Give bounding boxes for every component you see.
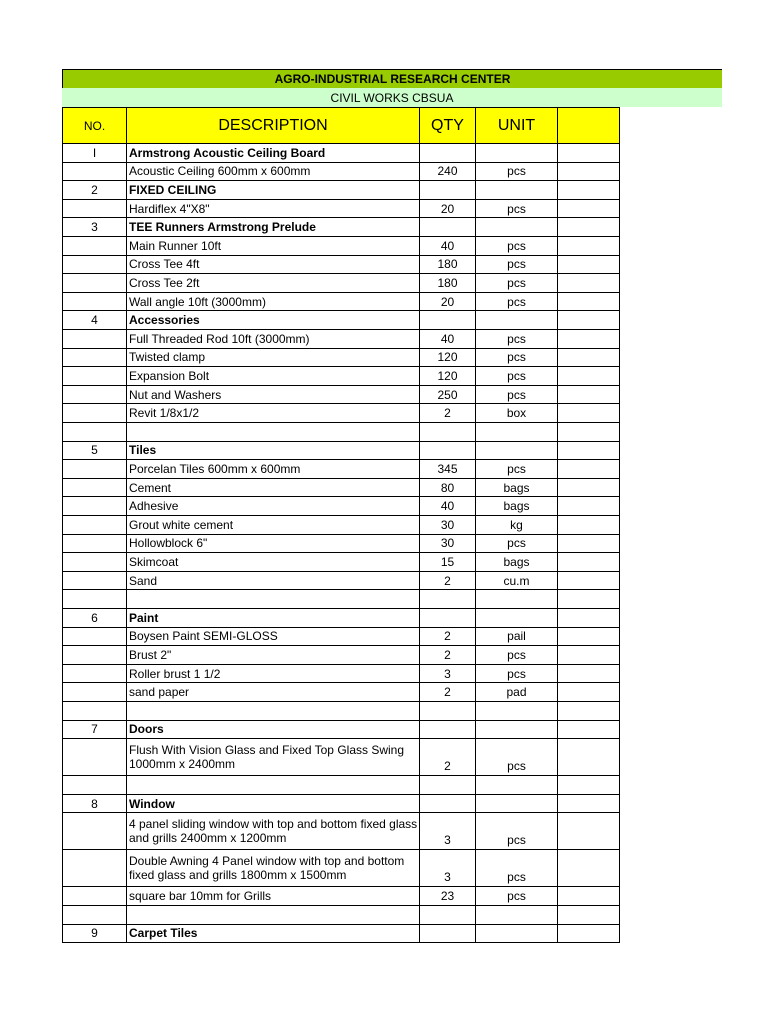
cell-unit[interactable]: bags bbox=[475, 497, 557, 516]
cell-extra[interactable] bbox=[557, 274, 620, 293]
cell-extra[interactable] bbox=[557, 256, 620, 275]
cell-qty[interactable] bbox=[419, 590, 475, 609]
cell-qty[interactable]: 3 bbox=[419, 850, 475, 887]
table-row bbox=[62, 330, 620, 349]
cell-no[interactable]: 3 bbox=[62, 218, 126, 237]
cell-extra[interactable] bbox=[557, 683, 620, 702]
cell-unit[interactable]: kg bbox=[475, 516, 557, 535]
cell-unit[interactable] bbox=[475, 423, 557, 442]
cell-description[interactable]: Roller brust 1 1/2 bbox=[126, 665, 419, 684]
cell-extra[interactable] bbox=[557, 925, 620, 944]
cell-description[interactable] bbox=[126, 423, 419, 442]
cell-no[interactable] bbox=[62, 572, 126, 591]
cell-no[interactable] bbox=[62, 479, 126, 498]
table-row bbox=[62, 497, 620, 516]
table-row bbox=[62, 795, 620, 814]
cell-extra[interactable] bbox=[557, 628, 620, 647]
cell-unit[interactable]: box bbox=[475, 404, 557, 423]
cell-description[interactable]: Boysen Paint SEMI-GLOSS bbox=[126, 628, 419, 647]
table-row bbox=[62, 721, 620, 740]
cell-no[interactable] bbox=[62, 739, 126, 776]
cell-no[interactable] bbox=[62, 887, 126, 906]
cell-description[interactable]: Double Awning 4 Panel window with top and bottom fixed glass and grills 1800mm x 1500mm bbox=[126, 850, 419, 887]
cell-description[interactable]: FIXED CEILING bbox=[126, 181, 419, 200]
cell-no[interactable] bbox=[62, 423, 126, 442]
cell-description[interactable]: Revit 1/8x1/2 bbox=[126, 404, 419, 423]
cell-qty[interactable]: 250 bbox=[419, 386, 475, 405]
cell-no[interactable] bbox=[62, 330, 126, 349]
table-row bbox=[62, 311, 620, 330]
cell-qty[interactable] bbox=[419, 776, 475, 795]
cell-unit[interactable] bbox=[475, 906, 557, 925]
cell-description[interactable]: Sand bbox=[126, 572, 419, 591]
cell-extra[interactable] bbox=[557, 497, 620, 516]
cell-description[interactable]: square bar 10mm for Grills bbox=[126, 887, 419, 906]
cell-no[interactable]: 9 bbox=[62, 925, 126, 944]
cell-no[interactable] bbox=[62, 813, 126, 850]
cell-qty[interactable]: 240 bbox=[419, 163, 475, 182]
table-row bbox=[62, 200, 620, 219]
cell-extra[interactable] bbox=[557, 906, 620, 925]
cell-no[interactable] bbox=[62, 256, 126, 275]
cell-no[interactable]: 6 bbox=[62, 609, 126, 628]
cell-extra[interactable] bbox=[557, 590, 620, 609]
header-description[interactable]: DESCRIPTION bbox=[126, 107, 419, 144]
table-row bbox=[62, 386, 620, 405]
cell-description[interactable] bbox=[126, 590, 419, 609]
cell-description[interactable]: Paint bbox=[126, 609, 419, 628]
cell-qty[interactable]: 180 bbox=[419, 274, 475, 293]
cell-no[interactable]: 8 bbox=[62, 795, 126, 814]
cell-qty[interactable]: 30 bbox=[419, 535, 475, 554]
cell-extra[interactable] bbox=[557, 795, 620, 814]
cell-description[interactable]: Flush With Vision Glass and Fixed Top Glass Swing 1000mm x 2400mm bbox=[126, 739, 419, 776]
cell-no[interactable] bbox=[62, 386, 126, 405]
cell-unit[interactable]: pcs bbox=[475, 535, 557, 554]
cell-qty[interactable] bbox=[419, 442, 475, 461]
cell-qty[interactable]: 30 bbox=[419, 516, 475, 535]
cell-unit[interactable]: pcs bbox=[475, 349, 557, 368]
cell-no[interactable] bbox=[62, 349, 126, 368]
cell-unit[interactable]: pcs bbox=[475, 367, 557, 386]
cell-unit[interactable] bbox=[475, 590, 557, 609]
cell-qty[interactable] bbox=[419, 795, 475, 814]
cell-description[interactable]: Hardiflex 4"X8" bbox=[126, 200, 419, 219]
cell-description[interactable]: Window bbox=[126, 795, 419, 814]
table-row bbox=[62, 925, 620, 944]
cell-qty[interactable]: 80 bbox=[419, 479, 475, 498]
cell-extra[interactable] bbox=[557, 553, 620, 572]
header-qty[interactable]: QTY bbox=[419, 107, 475, 144]
cell-qty[interactable]: 3 bbox=[419, 665, 475, 684]
table-row bbox=[62, 144, 620, 163]
table-row bbox=[62, 274, 620, 293]
cell-no[interactable] bbox=[62, 590, 126, 609]
cell-description[interactable]: sand paper bbox=[126, 683, 419, 702]
cell-unit[interactable]: bags bbox=[475, 479, 557, 498]
cell-description[interactable]: Tiles bbox=[126, 442, 419, 461]
cell-no[interactable] bbox=[62, 906, 126, 925]
cell-qty[interactable]: 2 bbox=[419, 572, 475, 591]
table-row bbox=[62, 404, 620, 423]
cell-unit[interactable] bbox=[475, 218, 557, 237]
cell-qty[interactable]: 2 bbox=[419, 646, 475, 665]
cell-unit[interactable]: pcs bbox=[475, 460, 557, 479]
cell-unit[interactable]: pcs bbox=[475, 330, 557, 349]
cell-no[interactable] bbox=[62, 497, 126, 516]
table-row bbox=[62, 460, 620, 479]
cell-qty[interactable]: 40 bbox=[419, 497, 475, 516]
table-row bbox=[62, 572, 620, 591]
cell-unit[interactable] bbox=[475, 702, 557, 721]
cell-description[interactable]: Brust 2" bbox=[126, 646, 419, 665]
cell-no[interactable] bbox=[62, 237, 126, 256]
subtitle-text: CIVIL WORKS CBSUA bbox=[330, 90, 454, 105]
cell-description[interactable]: Hollowblock 6" bbox=[126, 535, 419, 554]
cell-extra[interactable] bbox=[557, 609, 620, 628]
cell-extra[interactable] bbox=[557, 386, 620, 405]
table-row bbox=[62, 665, 620, 684]
cell-unit[interactable]: pcs bbox=[475, 237, 557, 256]
cell-unit[interactable]: pail bbox=[475, 628, 557, 647]
cell-unit[interactable]: pcs bbox=[475, 887, 557, 906]
table-row bbox=[62, 163, 620, 182]
cell-description[interactable]: Accessories bbox=[126, 311, 419, 330]
table-row bbox=[62, 516, 620, 535]
cell-extra[interactable] bbox=[557, 721, 620, 740]
cell-extra[interactable] bbox=[557, 330, 620, 349]
cell-extra[interactable] bbox=[557, 181, 620, 200]
cell-extra[interactable] bbox=[557, 887, 620, 906]
cell-unit[interactable]: bags bbox=[475, 553, 557, 572]
table-row bbox=[62, 367, 620, 386]
table-row bbox=[62, 628, 620, 647]
cell-no[interactable] bbox=[62, 850, 126, 887]
cell-no[interactable]: 7 bbox=[62, 721, 126, 740]
cell-unit[interactable]: pcs bbox=[475, 293, 557, 312]
cell-unit[interactable] bbox=[475, 181, 557, 200]
cell-extra[interactable] bbox=[557, 776, 620, 795]
cell-no[interactable]: 2 bbox=[62, 181, 126, 200]
cell-description[interactable]: Wall angle 10ft (3000mm) bbox=[126, 293, 419, 312]
cell-qty[interactable] bbox=[419, 702, 475, 721]
table-row bbox=[62, 887, 620, 906]
table-row bbox=[62, 535, 620, 554]
cell-no[interactable]: 4 bbox=[62, 311, 126, 330]
cell-no[interactable] bbox=[62, 702, 126, 721]
cell-unit[interactable] bbox=[475, 795, 557, 814]
table-row bbox=[62, 349, 620, 368]
cell-qty[interactable] bbox=[419, 144, 475, 163]
title-banner bbox=[62, 69, 722, 88]
table-row bbox=[62, 739, 620, 776]
cell-description[interactable]: TEE Runners Armstrong Prelude bbox=[126, 218, 419, 237]
cell-qty[interactable] bbox=[419, 925, 475, 944]
cell-description[interactable]: Adhesive bbox=[126, 497, 419, 516]
cell-no[interactable] bbox=[62, 776, 126, 795]
cell-extra[interactable] bbox=[557, 516, 620, 535]
header-no[interactable]: NO. bbox=[62, 107, 126, 144]
cell-no[interactable] bbox=[62, 200, 126, 219]
cell-qty[interactable]: 40 bbox=[419, 237, 475, 256]
header-row bbox=[62, 107, 620, 144]
cell-no[interactable] bbox=[62, 553, 126, 572]
cell-unit[interactable] bbox=[475, 442, 557, 461]
cell-qty[interactable]: 180 bbox=[419, 256, 475, 275]
cell-unit[interactable]: pcs bbox=[475, 739, 557, 776]
cell-no[interactable] bbox=[62, 516, 126, 535]
table-row bbox=[62, 683, 620, 702]
table-row bbox=[62, 256, 620, 275]
cell-unit[interactable]: pcs bbox=[475, 274, 557, 293]
cell-unit[interactable]: pcs bbox=[475, 850, 557, 887]
cell-description[interactable]: Expansion Bolt bbox=[126, 367, 419, 386]
cell-extra[interactable] bbox=[557, 646, 620, 665]
table-row bbox=[62, 181, 620, 200]
cell-extra[interactable] bbox=[557, 367, 620, 386]
cell-description[interactable]: Nut and Washers bbox=[126, 386, 419, 405]
table-row bbox=[62, 237, 620, 256]
cell-qty[interactable]: 345 bbox=[419, 460, 475, 479]
cell-extra[interactable] bbox=[557, 739, 620, 776]
cell-no[interactable] bbox=[62, 646, 126, 665]
cell-unit[interactable]: pcs bbox=[475, 163, 557, 182]
table-row bbox=[62, 590, 620, 609]
cell-extra[interactable] bbox=[557, 218, 620, 237]
cell-extra[interactable] bbox=[557, 200, 620, 219]
cell-description[interactable]: Grout white cement bbox=[126, 516, 419, 535]
cell-extra[interactable] bbox=[557, 442, 620, 461]
cell-description[interactable]: Skimcoat bbox=[126, 553, 419, 572]
table-row bbox=[62, 813, 620, 850]
table-row bbox=[62, 609, 620, 628]
cell-extra[interactable] bbox=[557, 404, 620, 423]
cell-qty[interactable]: 2 bbox=[419, 739, 475, 776]
cell-extra[interactable] bbox=[557, 850, 620, 887]
cell-description[interactable] bbox=[126, 906, 419, 925]
title-text: AGRO-INDUSTRIAL RESEARCH CENTER bbox=[274, 72, 511, 86]
cell-qty[interactable] bbox=[419, 311, 475, 330]
cell-qty[interactable] bbox=[419, 609, 475, 628]
cell-qty[interactable]: 120 bbox=[419, 349, 475, 368]
cell-description[interactable]: Porcelan Tiles 600mm x 600mm bbox=[126, 460, 419, 479]
table-row bbox=[62, 776, 620, 795]
cell-extra[interactable] bbox=[557, 813, 620, 850]
cell-description[interactable]: Cross Tee 4ft bbox=[126, 256, 419, 275]
subtitle-banner bbox=[62, 88, 722, 107]
cell-description[interactable]: Cross Tee 2ft bbox=[126, 274, 419, 293]
cell-extra[interactable] bbox=[557, 572, 620, 591]
table-row bbox=[62, 293, 620, 312]
table-row bbox=[62, 850, 620, 887]
cell-description[interactable]: Doors bbox=[126, 721, 419, 740]
cell-extra[interactable] bbox=[557, 293, 620, 312]
cell-unit[interactable]: pcs bbox=[475, 646, 557, 665]
cell-extra[interactable] bbox=[557, 665, 620, 684]
cell-no[interactable] bbox=[62, 293, 126, 312]
cell-unit[interactable] bbox=[475, 925, 557, 944]
cell-qty[interactable] bbox=[419, 181, 475, 200]
cell-unit[interactable]: pcs bbox=[475, 256, 557, 275]
cell-description[interactable]: Acoustic Ceiling 600mm x 600mm bbox=[126, 163, 419, 182]
cell-no[interactable] bbox=[62, 163, 126, 182]
cell-description[interactable]: Cement bbox=[126, 479, 419, 498]
table-row bbox=[62, 646, 620, 665]
table-row bbox=[62, 702, 620, 721]
cell-unit[interactable] bbox=[475, 311, 557, 330]
cell-extra[interactable] bbox=[557, 702, 620, 721]
cell-extra[interactable] bbox=[557, 163, 620, 182]
cell-extra[interactable] bbox=[557, 460, 620, 479]
cell-qty[interactable] bbox=[419, 906, 475, 925]
cell-unit[interactable]: pad bbox=[475, 683, 557, 702]
cell-unit[interactable] bbox=[475, 609, 557, 628]
cell-no[interactable] bbox=[62, 274, 126, 293]
cell-qty[interactable]: 2 bbox=[419, 683, 475, 702]
cell-no[interactable] bbox=[62, 665, 126, 684]
header-extra[interactable] bbox=[557, 107, 620, 144]
cell-qty[interactable]: 120 bbox=[419, 367, 475, 386]
cell-extra[interactable] bbox=[557, 479, 620, 498]
cell-extra[interactable] bbox=[557, 349, 620, 368]
cell-qty[interactable]: 20 bbox=[419, 200, 475, 219]
header-unit[interactable]: UNIT bbox=[475, 107, 557, 144]
table-row bbox=[62, 442, 620, 461]
cell-no[interactable] bbox=[62, 460, 126, 479]
cell-unit[interactable]: pcs bbox=[475, 200, 557, 219]
table-row bbox=[62, 218, 620, 237]
cell-extra[interactable] bbox=[557, 423, 620, 442]
table-row bbox=[62, 479, 620, 498]
cell-no[interactable] bbox=[62, 367, 126, 386]
cell-extra[interactable] bbox=[557, 144, 620, 163]
cell-qty[interactable]: 15 bbox=[419, 553, 475, 572]
cell-qty[interactable] bbox=[419, 721, 475, 740]
table-row bbox=[62, 906, 620, 925]
cell-unit[interactable]: cu.m bbox=[475, 572, 557, 591]
cell-no[interactable]: 5 bbox=[62, 442, 126, 461]
cell-qty[interactable]: 2 bbox=[419, 628, 475, 647]
table-row bbox=[62, 423, 620, 442]
cell-qty[interactable]: 23 bbox=[419, 887, 475, 906]
cell-no[interactable] bbox=[62, 404, 126, 423]
table-row bbox=[62, 553, 620, 572]
cell-unit[interactable]: pcs bbox=[475, 386, 557, 405]
cell-unit[interactable] bbox=[475, 776, 557, 795]
cell-extra[interactable] bbox=[557, 237, 620, 256]
cell-no[interactable] bbox=[62, 535, 126, 554]
cell-unit[interactable]: pcs bbox=[475, 813, 557, 850]
cell-qty[interactable]: 20 bbox=[419, 293, 475, 312]
cell-extra[interactable] bbox=[557, 311, 620, 330]
cell-qty[interactable] bbox=[419, 218, 475, 237]
cell-qty[interactable]: 40 bbox=[419, 330, 475, 349]
cell-no[interactable] bbox=[62, 683, 126, 702]
cell-description[interactable] bbox=[126, 776, 419, 795]
cell-no[interactable] bbox=[62, 628, 126, 647]
cell-unit[interactable]: pcs bbox=[475, 665, 557, 684]
cell-extra[interactable] bbox=[557, 535, 620, 554]
cell-description[interactable]: 4 panel sliding window with top and bottom fixed glass and grills 2400mm x 1200mm bbox=[126, 813, 419, 850]
cell-description[interactable]: Armstrong Acoustic Ceiling Board bbox=[126, 144, 419, 163]
cell-qty[interactable]: 2 bbox=[419, 404, 475, 423]
cell-qty[interactable] bbox=[419, 423, 475, 442]
cell-no[interactable]: I bbox=[62, 144, 126, 163]
cell-qty[interactable]: 3 bbox=[419, 813, 475, 850]
cell-unit[interactable] bbox=[475, 721, 557, 740]
cell-description[interactable]: Twisted clamp bbox=[126, 349, 419, 368]
cell-description[interactable]: Carpet Tiles bbox=[126, 925, 419, 944]
cell-description[interactable]: Full Threaded Rod 10ft (3000mm) bbox=[126, 330, 419, 349]
cell-unit[interactable] bbox=[475, 144, 557, 163]
cell-description[interactable]: Main Runner 10ft bbox=[126, 237, 419, 256]
cell-description[interactable] bbox=[126, 702, 419, 721]
